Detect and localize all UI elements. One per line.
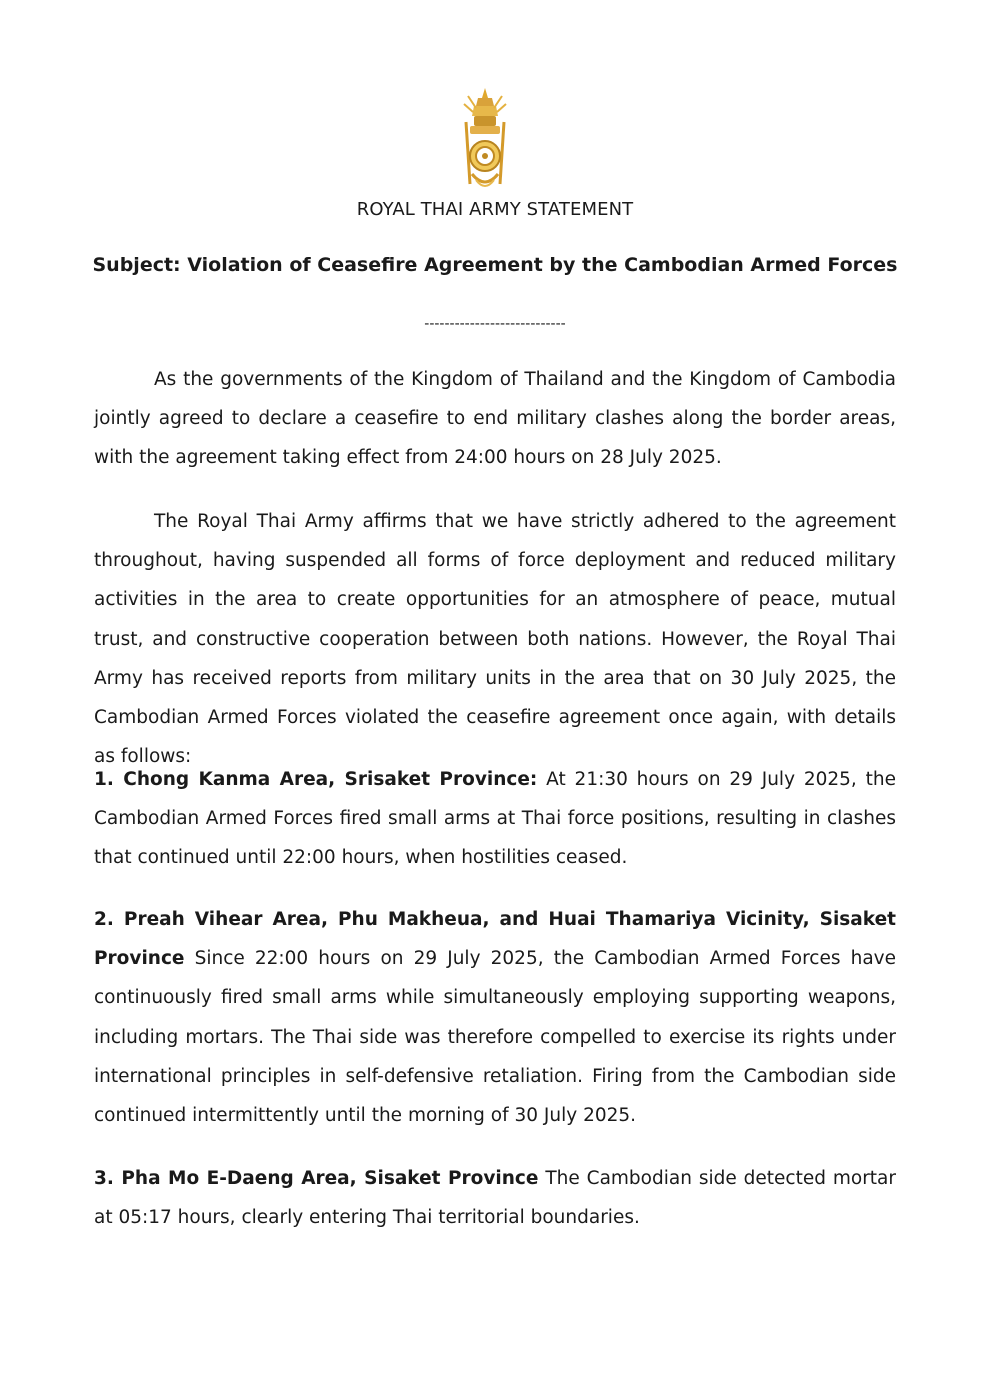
statement-subject: Subject: Violation of Ceasefire Agreement by the Cambodian Armed Forces — [92, 254, 898, 276]
incident-heading: 2. Preah Vihear Area, Phu Makheua, and Huai Thamariya Vicinity, Sisaket Province — [94, 909, 896, 970]
incident-text: At 21:30 hours on 29 July 2025, the Cambodian Armed Forces fired small arms at Thai force positions, resulting in clashes that continued until 22:00 hours, when hostilities ceased. — [94, 769, 896, 869]
affirmation-paragraph: The Royal Thai Army affirms that we have strictly adhered to the agreement throughout, having suspended all forms of force deployment and reduced military activities in the area to create opportunities for an atmosphere of peace, mutual trust, and constructive cooperation between both nations. However, the Royal Thai Army has received reports from military units in the area that on 30 July 2025, the Cambodian Armed Forces violated the ceasefire agreement once again, with details as follows: — [94, 511, 896, 768]
statement-title: ROYAL THAI ARMY STATEMENT — [356, 199, 634, 220]
royal-thai-army-emblem-icon — [458, 86, 512, 194]
section-divider: ---------------------------- — [424, 316, 566, 332]
incident-heading: 1. Chong Kanma Area, Srisaket Province: — [94, 769, 538, 790]
incident-item — [94, 1159, 896, 1237]
intro-paragraph: As the governments of the Kingdom of Thailand and the Kingdom of Cambodia jointly agreed to declare a ceasefire to end military clashes along the border areas, with the agreement taking effect from 24:00 hours on 28 July 2025. — [94, 369, 896, 469]
incident-item — [94, 900, 896, 1135]
incident-text: The Cambodian side detected mortar at 05:17 hours, clearly entering Thai territorial boundaries. — [94, 1168, 897, 1229]
incident-text: Since 22:00 hours on 29 July 2025, the Cambodian Armed Forces have continuously fired small arms while simultaneously employing supporting weapons, including mortars. The Thai side was therefore compelled to exercise its rights under international principles in self-defensive retaliation. Firing from the Cambodian side continued intermittently until the morning of 30 July 2025. — [94, 948, 896, 1127]
incident-heading: 3. Pha Mo E-Daeng Area, Sisaket Province — [94, 1168, 539, 1189]
incident-item — [94, 760, 896, 878]
